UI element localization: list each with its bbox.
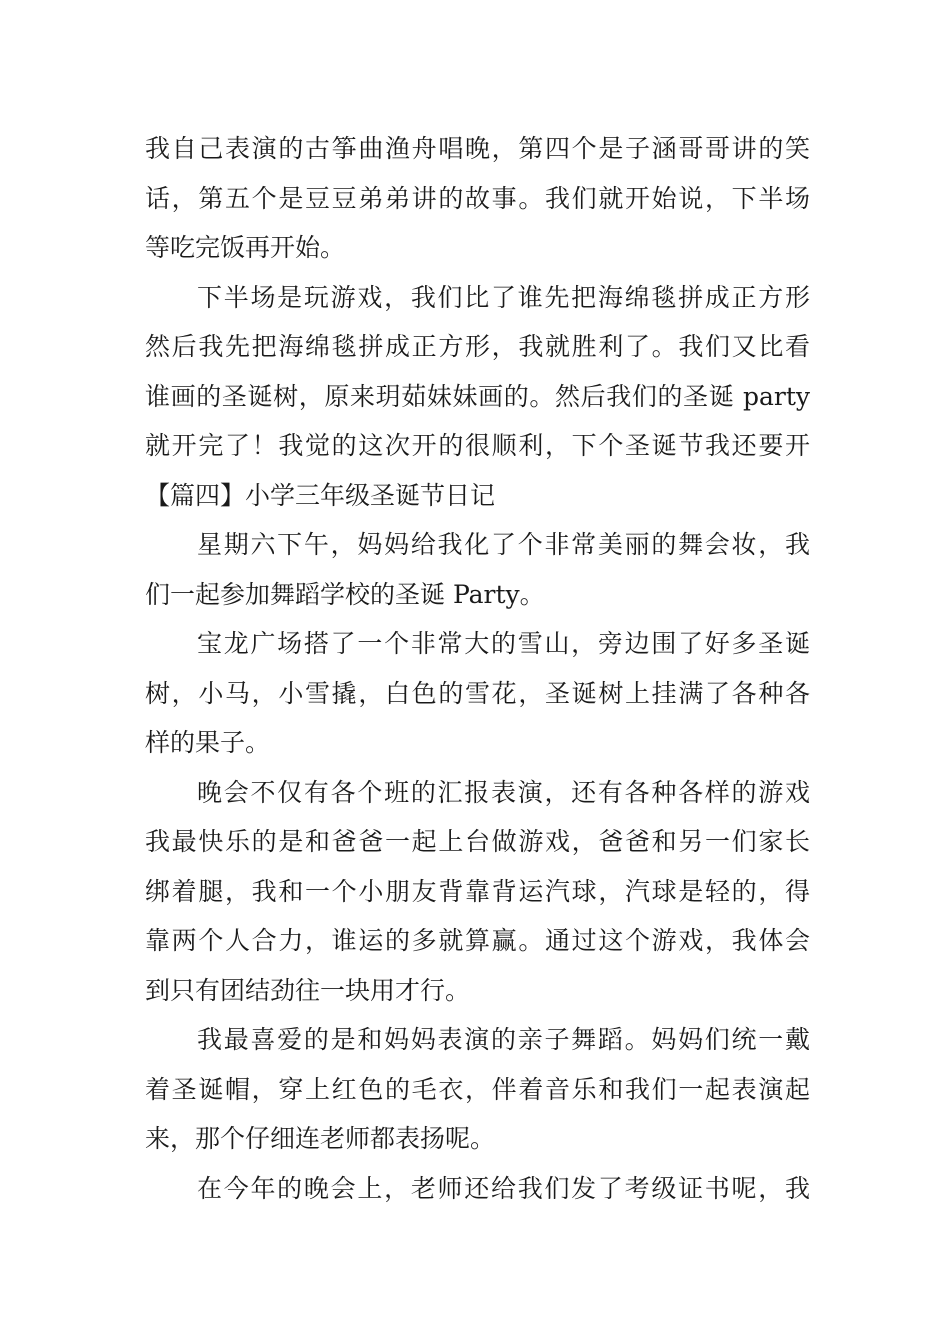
paragraph bbox=[145, 619, 810, 768]
text-line: 我最快乐的是和爸爸一起上台做游戏，爸爸和另一们家长 bbox=[145, 827, 810, 856]
document-body bbox=[145, 124, 810, 1213]
text-line: 在今年的晚会上，老师还给我们发了考级证书呢，我 bbox=[197, 1173, 810, 1203]
paragraph bbox=[145, 124, 810, 273]
text-line: 等吃完饭再开始。 bbox=[145, 233, 346, 262]
heading-text: 【篇四】小学三年级圣诞节日记 bbox=[145, 480, 496, 510]
text-line: 宝龙广场搭了一个非常大的雪山，旁边围了好多圣诞 bbox=[197, 629, 810, 658]
text-line: 我最喜爱的是和妈妈表演的亲子舞蹈。妈妈们统一戴 bbox=[197, 1025, 810, 1054]
text-line: 就开完了！我觉的这次开的很顺利，下个圣诞节我还要开 bbox=[145, 431, 810, 460]
text-line: 样的果子。 bbox=[145, 728, 271, 757]
text-line: 然后我先把海绵毯拼成正方形，我就胜利了。我们又比看 bbox=[145, 332, 810, 361]
text-line: 树，小马，小雪撬，白色的雪花，圣诞树上挂满了各种各 bbox=[145, 678, 810, 708]
text-line: 下半场是玩游戏，我们比了谁先把海绵毯拼成正方形 bbox=[197, 282, 810, 312]
text-line: 们一起参加舞蹈学校的圣诞 Party。 bbox=[145, 579, 545, 609]
text-line: 绑着腿，我和一个小朋友背靠背运汽球，汽球是轻的，得 bbox=[145, 876, 810, 906]
text-line: 星期六下午，妈妈给我化了个非常美丽的舞会妆，我 bbox=[197, 530, 810, 559]
text-line: 来，那个仔细连老师都表扬呢。 bbox=[145, 1124, 496, 1153]
section-heading bbox=[145, 471, 810, 521]
text-line: 我自己表演的古筝曲渔舟唱晚，第四个是子涵哥哥讲的笑 bbox=[145, 134, 810, 163]
text-line: 着圣诞帽，穿上红色的毛衣，伴着音乐和我们一起表演起 bbox=[145, 1074, 810, 1104]
text-line: 谁画的圣诞树，原来玥茹妹妹画的。然后我们的圣诞 party bbox=[145, 381, 810, 411]
paragraph bbox=[145, 273, 810, 471]
paragraph bbox=[145, 768, 810, 1016]
text-line: 靠两个人合力，谁运的多就算赢。通过这个游戏，我体会 bbox=[145, 926, 810, 955]
text-line: 到只有团结劲往一块用才行。 bbox=[145, 975, 471, 1005]
paragraph bbox=[145, 520, 810, 619]
text-line: 话，第五个是豆豆弟弟讲的故事。我们就开始说，下半场 bbox=[145, 183, 810, 213]
paragraph bbox=[145, 1164, 810, 1214]
text-line: 晚会不仅有各个班的汇报表演，还有各种各样的游戏 bbox=[197, 777, 810, 807]
paragraph bbox=[145, 1015, 810, 1164]
